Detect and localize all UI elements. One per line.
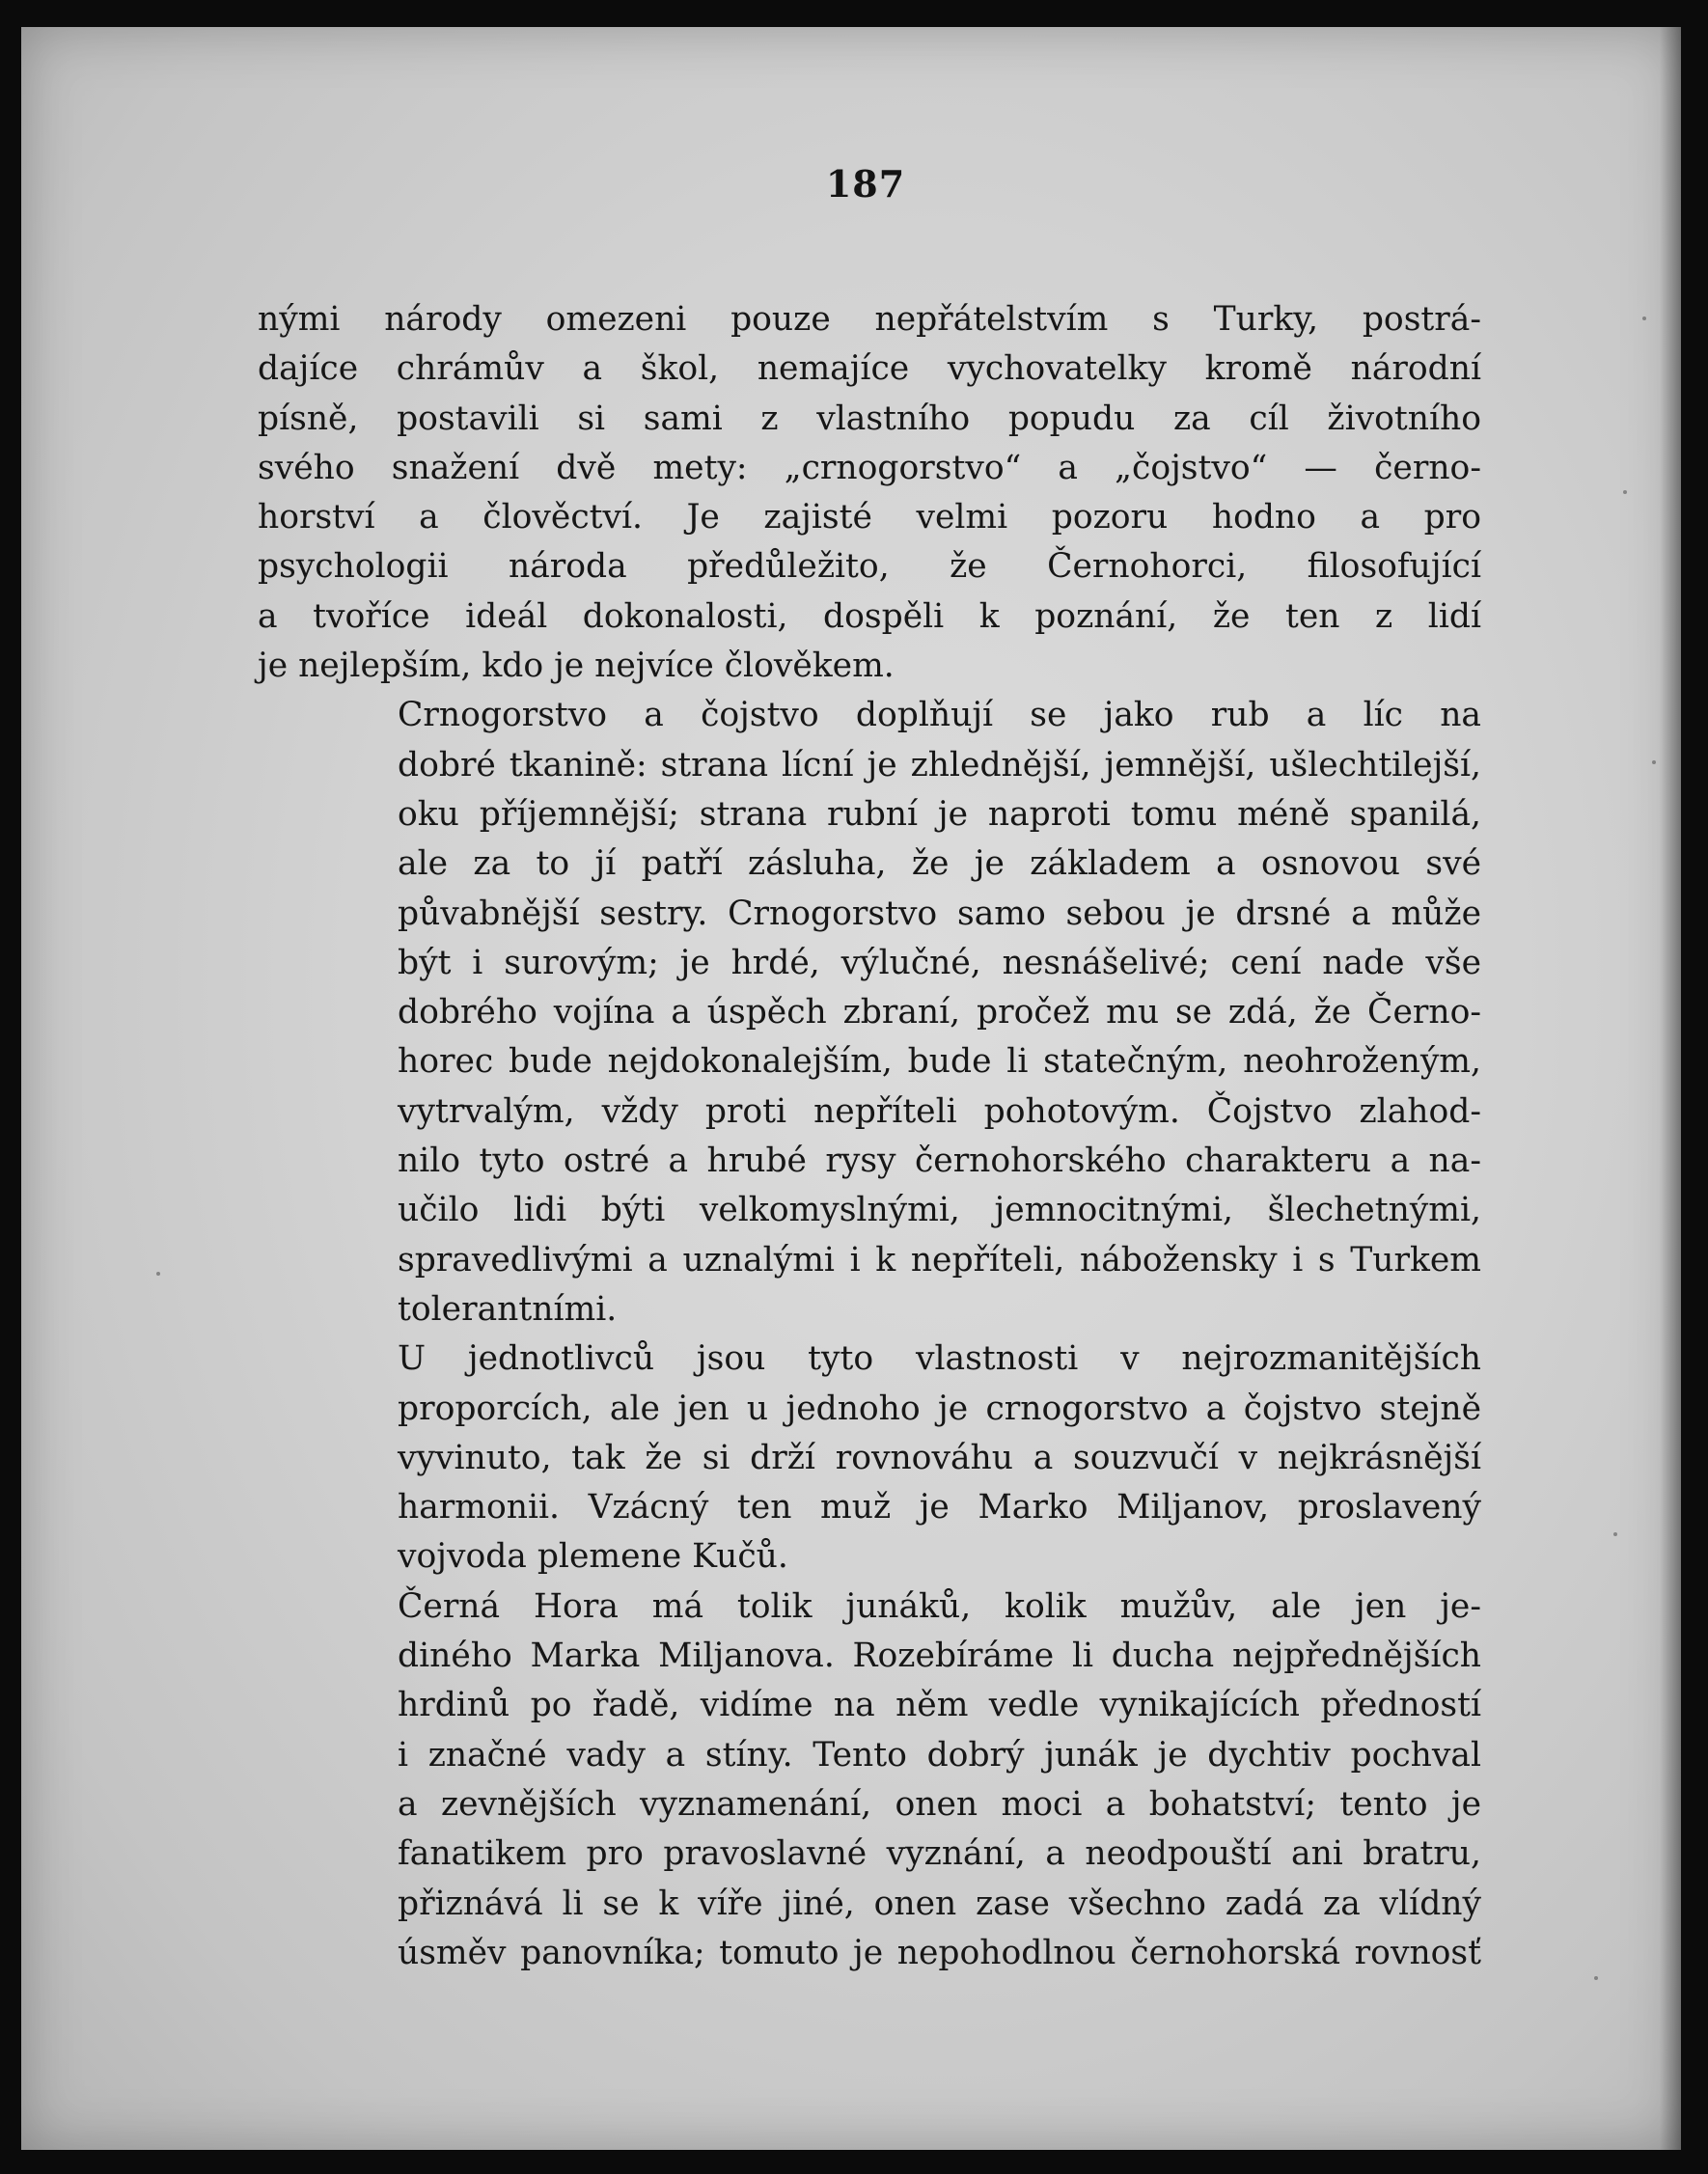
text-line: být i surovým; je hrdé, výlučné, nesnášelivé; cení nade vše <box>398 943 1481 982</box>
text-line: U jednotlivců jsou tyto vlastnosti v nejrozmanitějších <box>398 1339 1481 1379</box>
page-edge-shadow <box>1660 27 1681 2150</box>
text-line: úsměv panovníka; tomuto je nepohodlnou černohorská rovnosť <box>398 1933 1481 1972</box>
text-line: fanatikem pro pravoslavné vyznání, a neodpouští ani bratru, <box>398 1834 1481 1874</box>
text-line: horec bude nejdokonalejším, bude li statečným, neohroženým, <box>398 1042 1481 1082</box>
body-text <box>258 295 1481 1978</box>
paragraph-3 <box>258 1335 1481 1582</box>
text-line: nilo tyto ostré a hrubé rysy černohorského charakteru a na- <box>398 1142 1481 1181</box>
text-line: psychologii národa předůležito, že Černohorci, filosofující <box>258 547 1481 587</box>
scan-speck <box>1623 490 1627 494</box>
scan-speck <box>1652 760 1656 764</box>
text-line: vojvoda plemene Kučů. <box>398 1537 788 1577</box>
page-number: 187 <box>825 162 906 206</box>
text-line: přiznává li se k víře jiné, onen zase všechno zadá za vlídný <box>398 1884 1481 1923</box>
text-line: svého snažení dvě mety: „crnogorstvo“ a „čojstvo“ — černo- <box>258 448 1481 487</box>
text-line: horství a člověctví. Je zajisté velmi pozoru hodno a pro <box>258 498 1481 537</box>
text-line: Černá Hora má tolik junáků, kolik mužův, ale jen je- <box>398 1586 1481 1626</box>
text-line: nými národy omezeni pouze nepřátelstvím s Turky, postrá- <box>258 300 1481 339</box>
text-line: oku příjemnější; strana rubní je naproti tomu méně spanilá, <box>398 794 1481 834</box>
scan-speck <box>1594 1976 1598 1980</box>
text-line: diného Marka Miljanova. Rozebíráme li ducha nejpřednějších <box>398 1637 1481 1676</box>
paragraph-4 <box>258 1582 1481 1978</box>
text-line: Crnogorstvo a čojstvo doplňují se jako rub a líc na <box>398 696 1481 735</box>
text-line: hrdinů po řadě, vidíme na něm vedle vynikajících předností <box>398 1686 1481 1725</box>
text-line: je nejlepším, kdo je nejvíce člověkem. <box>258 647 895 686</box>
text-line: dajíce chrámův a škol, nemajíce vychovatelky kromě národní <box>258 349 1481 389</box>
text-line: dobré tkanině: strana lícní je zhlednější, jemnější, ušlechtilejší, <box>398 745 1481 784</box>
text-line: písně, postavili si sami z vlastního popudu za cíl životního <box>258 399 1481 438</box>
text-line: vytrvalým, vždy proti nepříteli pohotovým. Čojstvo zlahod- <box>398 1091 1481 1131</box>
text-line: dobrého vojína a úspěch zbraní, pročež mu se zdá, že Černo- <box>398 993 1481 1032</box>
text-line: a tvoříce ideál dokonalosti, dospěli k poznání, že ten z lidí <box>258 596 1481 636</box>
paragraph-1 <box>258 295 1481 691</box>
text-line: vyvinuto, tak že si drží rovnováhu a souzvučí v nejkrásnější <box>398 1438 1481 1477</box>
book-page <box>21 27 1681 2150</box>
scan-speck <box>156 1272 160 1276</box>
text-line: a zevnějších vyznamenání, onen moci a bohatství; tento je <box>398 1784 1481 1824</box>
scan-speck <box>1642 316 1646 320</box>
paragraph-2 <box>258 691 1481 1335</box>
text-line: spravedlivými a uznalými i k nepříteli, nábožensky i s Turkem <box>398 1240 1481 1280</box>
text-line: harmonii. Vzácný ten muž je Marko Miljanov, proslavený <box>398 1488 1481 1527</box>
text-line: i značné vady a stíny. Tento dobrý junák je dychtiv pochval <box>398 1735 1481 1775</box>
text-line: tolerantními. <box>398 1289 618 1329</box>
text-line: proporcích, ale jen u jednoho je crnogorstvo a čojstvo stejně <box>398 1389 1481 1428</box>
text-line: učilo lidi býti velkomyslnými, jemnocitnými, šlechetnými, <box>398 1191 1481 1230</box>
text-line: ale za to jí patří zásluha, že je základem a osnovou své <box>398 844 1481 884</box>
text-line: půvabnější sestry. Crnogorstvo samo sebou je drsné a může <box>398 894 1481 933</box>
scan-speck <box>1613 1532 1617 1536</box>
